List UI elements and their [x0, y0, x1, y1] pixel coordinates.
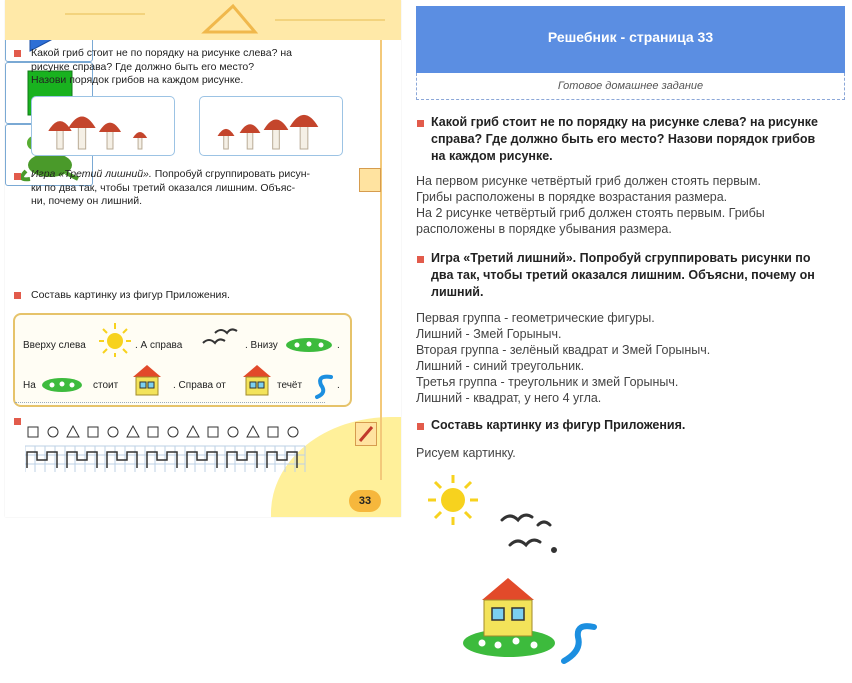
ruler-triangle-icon [5, 0, 401, 40]
birds-icon [502, 515, 556, 551]
question-bullet [417, 256, 424, 263]
birds-icon [199, 325, 239, 351]
compose-word: На [23, 380, 36, 391]
textbook-page [5, 0, 401, 517]
page-title: Решебник - страница 33 [547, 29, 714, 45]
mushroom-row-icon [32, 97, 174, 155]
pencil-icon [355, 422, 377, 446]
house-icon [482, 578, 534, 636]
compose-word: стоит [93, 380, 119, 391]
mushroom-icon [240, 124, 261, 149]
pattern-shapes-row [28, 426, 298, 437]
mushroom-icon [99, 123, 121, 149]
compose-word: . Внизу [245, 340, 278, 351]
page-subheader [416, 73, 845, 100]
grass-icon [285, 337, 333, 353]
mushroom-icon [68, 116, 95, 149]
question-bullet [417, 423, 424, 430]
question-bullet [417, 120, 424, 127]
task-bullet [14, 418, 21, 425]
page-number: 33 [349, 490, 381, 512]
answer-2: Первая группа - геометрические фигуры. Лишний - Змей Горыныч. Вторая группа - зелёный квадрат и Змей Горыныч. Лишний - синий треугольник. Третья группа - треугольник и змей Горыныч. Лишний - квадрат, у него 4 угла. [416, 311, 711, 405]
pairs-game-icon [359, 168, 381, 192]
mushrooms-right [199, 96, 343, 156]
grass-icon [41, 377, 83, 393]
mushroom-row-icon [200, 97, 342, 155]
answer-3: Рисуем картинку. [416, 446, 516, 460]
pattern-grid-row [25, 446, 305, 472]
compose-word: . Справа от [173, 380, 226, 391]
subheader-text: Готовое домашнее задание [557, 80, 704, 92]
house-icon [241, 363, 273, 397]
margin-line [380, 40, 382, 480]
mushroom-icon [133, 132, 147, 149]
pattern-grid [25, 420, 325, 474]
mushroom-icon [218, 129, 235, 149]
page-header [416, 6, 845, 73]
question-2: Игра «Третий лишний». Попробуй сгруппировать рисунки по два так, чтобы третий оказался лишним. Объясни, почему он лишний. [431, 251, 815, 299]
mushroom-icon [48, 121, 71, 149]
textbook-task-1: Какой гриб стоит не по порядку на рисунке слева? на рисунке справа? Где должно быть его место? Назови порядок грибов на каждом рисунке. [31, 47, 293, 86]
mushroom-icon [264, 120, 289, 149]
mushroom-icon [290, 115, 319, 149]
textbook-top-band [5, 0, 401, 40]
answer-picture [416, 465, 616, 677]
compose-word: . А справа [135, 340, 183, 351]
compose-word: . [337, 340, 340, 351]
task-bullet [14, 173, 21, 180]
compose-sentences [13, 313, 352, 407]
compose-word: течёт [277, 380, 303, 391]
task-bullet [14, 292, 21, 299]
house-icon [131, 363, 163, 397]
river-icon [564, 626, 594, 661]
divider [15, 402, 325, 403]
question-1: Какой гриб стоит не по порядку на рисунке слева? на рисунке справа? Где должно быть его место? Назови порядок грибов на каждом рисунке. [431, 115, 819, 163]
task-bullet [14, 50, 21, 57]
mushrooms-left [31, 96, 175, 156]
textbook-task-2: Игра «Третий лишний». Попробуй сгруппировать рисун- ки по два так, чтобы третий оказался лишним. Объяс- ни, почему он лишний. [31, 168, 311, 207]
river-icon [313, 373, 335, 401]
sun-icon [97, 321, 133, 357]
question-3: Составь картинку из фигур Приложения. [431, 418, 686, 432]
answer-1: На первом рисунке четвёртый гриб должен стоять первым. Грибы расположены в порядке возрастания размера. На 2 рисунке четвёртый гриб должен стоять первым. Грибы расположены в порядке убывания размера. [416, 174, 765, 236]
compose-word: . [337, 380, 340, 391]
sun-icon [428, 475, 478, 525]
compose-word: Вверху слева [23, 340, 86, 351]
textbook-task-3: Составь картинку из фигур Приложения. [31, 289, 230, 301]
